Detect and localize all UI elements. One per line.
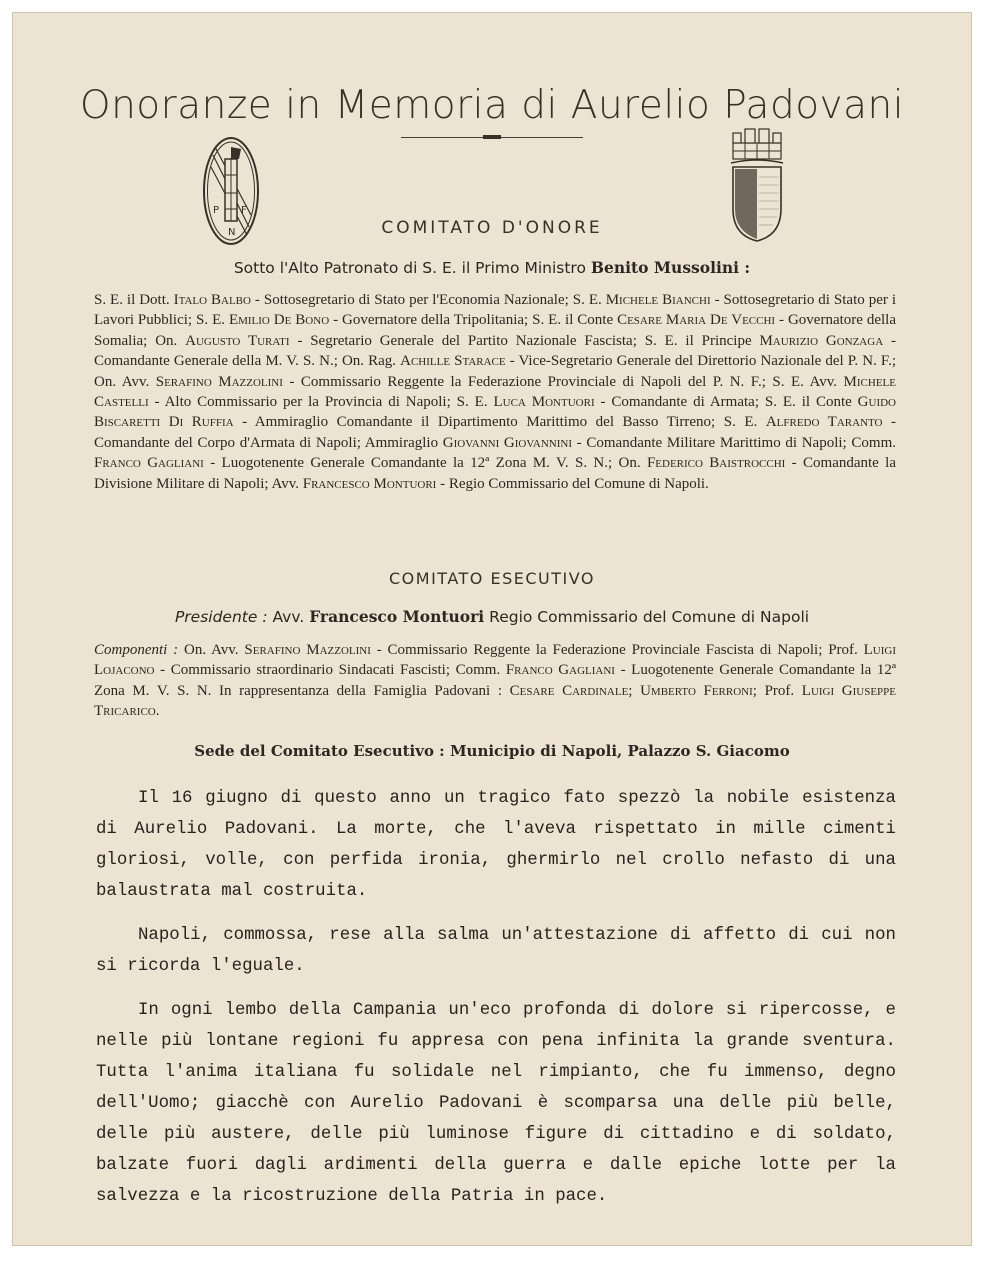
member-prefix: Prof. xyxy=(764,682,802,699)
comitato-esecutivo-heading: COMITATO ESECUTIVO xyxy=(389,569,595,588)
presidente-title: Avv. xyxy=(272,608,305,626)
member-role: - Governatore della Tripolitania; xyxy=(329,312,533,329)
member-prefix: S. E. il Dott. xyxy=(94,292,174,308)
member-name: Luigi Giuseppe Tricarico xyxy=(94,682,897,720)
member-entry xyxy=(271,476,708,492)
member-entry xyxy=(365,435,852,451)
member-prefix: On. xyxy=(155,332,186,349)
member-role: - Sottosegretario di Stato per l'Economia Nazionale; xyxy=(250,292,573,308)
member-name: Achille Starace xyxy=(400,353,506,370)
comitato-onore-members xyxy=(94,290,896,494)
sede-line: Sede del Comitato Esecutivo : Municipio di Napoli, Palazzo S. Giacomo xyxy=(194,742,790,760)
member-role: - Luogotenente Generale Comandante la 12ª Zona M. V. S. N.; xyxy=(203,455,619,472)
member-entry xyxy=(94,374,772,390)
pnf-letter-f: F xyxy=(241,205,247,216)
member-name: Alfredo Taranto xyxy=(765,414,883,431)
member-role: - Sottosegretario di Stato per i Lavori Pubblici; xyxy=(94,292,896,329)
pnf-letter-n: N xyxy=(228,227,236,238)
member-name: Giovanni Giovannini xyxy=(442,434,572,451)
document-title: Onoranze in Memoria di Aurelio Padovani xyxy=(79,83,905,128)
member-prefix: S. E. il Conte xyxy=(532,312,618,329)
body-paragraph: Il 16 giugno di questo anno un tragico fato spezzò la nobile esistenza di Aurelio Padovani. La morte, che l'aveva rispettato in mille cimenti gloriosi, volle, con perfida ironia, ghermirlo nel crollo nefasto di una balaustrata mal costruita. xyxy=(96,789,896,901)
presidente-label: Presidente : xyxy=(174,608,268,626)
member-name: Franco Gagliani xyxy=(94,455,204,472)
member-role: - Comandante Generale della M. V. S. N.; xyxy=(94,332,897,370)
pnf-letter-p: P xyxy=(213,205,220,216)
member-entry xyxy=(94,292,573,308)
member-role: - Ammiraglio Comandante il Dipartimento Marittimo del Basso Tirreno; xyxy=(233,414,724,431)
member-prefix: Comm. xyxy=(455,662,506,679)
member-name: Italo Balbo xyxy=(173,292,251,308)
member-name: Serafino Mazzolini xyxy=(244,642,371,658)
member-role: - Vice-Segretario Generale del Direttorio Nazionale del P. N. F.; xyxy=(505,353,896,370)
member-name: Franco Gagliani xyxy=(505,662,615,679)
member-name: Guido Biscaretti Di Ruffia xyxy=(94,394,896,431)
componenti-list xyxy=(94,640,896,722)
member-role: - Luogotenente Generale Comandante la 12ª Zona M. V. S. N. In rappresentanza della Famiglia Padovani : xyxy=(94,662,896,699)
member-role: - Segretario Generale del Partito Nazionale Fascista; xyxy=(289,332,645,349)
document-page xyxy=(12,12,972,1246)
member-entry xyxy=(155,333,645,349)
member-entry xyxy=(640,683,765,699)
memorial-text xyxy=(96,783,896,1212)
member-prefix: S. E. xyxy=(456,394,494,411)
member-role: - Comandante Militare Marittimo di Napoli; xyxy=(572,434,852,451)
member-entry xyxy=(342,353,896,369)
member-name: Maurizio Gonzaga xyxy=(759,332,884,349)
member-name: Serafino Mazzolini xyxy=(155,373,283,390)
member-role: - Comandante la Divisione Militare di Napoli; xyxy=(94,455,897,492)
member-role: - Commissario Reggente la Federazione Provinciale di Napoli del P. N. F.; xyxy=(282,373,773,390)
member-name: Augusto Turati xyxy=(185,332,290,349)
member-prefix: Ammiraglio xyxy=(364,434,443,451)
member-entry xyxy=(510,683,640,699)
member-prefix: S. E. xyxy=(196,312,229,329)
member-role: - Governatore della Somalia; xyxy=(94,312,897,349)
member-role: - Commissario straordinario Sindacati Fascisti; xyxy=(154,662,456,679)
member-entry xyxy=(184,642,828,658)
member-prefix: Comm. xyxy=(851,434,896,451)
body-paragraph: Napoli, commossa, rese alla salma un'attestazione di affetto di cui non si ricorda l'eguale. xyxy=(96,926,896,976)
componenti-label: Componenti : xyxy=(94,642,179,658)
title-divider-mark xyxy=(483,135,501,139)
member-role: ; xyxy=(752,682,765,699)
body-paragraph: In ogni lembo della Campania un'eco profonda di dolore si ripercosse, e nelle più lontane regioni fu appresa con pena infinita la grande sventura. Tutta l'anima italiana fu solidale nel rimpianto, che fu immenso, degno dell'Uomo; giacchè con Aurelio Padovani è scomparsa una delle più belle, delle più austere, delle più luminose figure di cittadino e di soldato, balzate fuori dagli ardimenti della guerra e dalle epiche lotte per la salvezza e la ricostruzione della Patria in pace. xyxy=(96,1001,896,1206)
member-name: Luigi Lojacono xyxy=(94,642,897,679)
member-entry xyxy=(457,394,765,410)
presidente-name: Francesco Montuori xyxy=(309,607,485,626)
member-role: - Comandante del Corpo d'Armata di Napoli; xyxy=(94,414,897,451)
member-name: Umberto Ferroni xyxy=(640,682,753,699)
member-role: . xyxy=(155,703,160,720)
member-role: - Alto Commissario per la Provincia di Napoli; xyxy=(148,394,457,411)
member-name: Emilio De Bono xyxy=(228,312,330,329)
member-prefix: S. E. il Conte xyxy=(764,394,858,411)
member-prefix: S. E. xyxy=(723,414,766,431)
member-prefix: On. Rag. xyxy=(341,353,401,370)
patronato-line xyxy=(13,258,971,277)
member-prefix: S. E. Avv. xyxy=(772,373,844,390)
patronato-prefix: Sotto l'Alto Patronato di S. E. il Primo Ministro xyxy=(233,259,586,277)
member-role: - Commissario Reggente la Federazione Provinciale Fascista di Napoli; xyxy=(370,642,829,658)
member-entry xyxy=(196,312,532,328)
member-prefix: S. E. xyxy=(572,292,606,308)
presidente-line xyxy=(13,607,971,626)
member-prefix: On. Avv. xyxy=(183,642,245,658)
member-role: - Comandante di Armata; xyxy=(594,394,765,411)
member-name: Cesare Cardinale xyxy=(509,682,629,699)
member-name: Francesco Montuori xyxy=(302,475,437,492)
presidente-role: Regio Commissario del Comune di Napoli xyxy=(489,608,810,626)
member-name: Federico Baistrocchi xyxy=(646,455,786,472)
member-name: Luca Montuori xyxy=(493,394,595,411)
member-prefix: S. E. il Principe xyxy=(644,332,760,349)
comitato-onore-heading: COMITATO D'ONORE xyxy=(381,218,603,238)
member-role: ; xyxy=(628,682,641,699)
member-prefix: On. Avv. xyxy=(94,373,156,390)
member-prefix: Avv. xyxy=(271,475,303,492)
member-prefix: Prof. xyxy=(828,642,864,658)
member-name: Cesare Maria De Vecchi xyxy=(617,312,776,329)
member-name: Michele Castelli xyxy=(94,373,896,411)
member-prefix: On. xyxy=(618,455,647,472)
member-name: Michele Bianchi xyxy=(605,292,711,308)
patronato-name: Benito Mussolini : xyxy=(590,258,751,277)
member-role: - Regio Commissario del Comune di Napoli. xyxy=(436,475,709,492)
